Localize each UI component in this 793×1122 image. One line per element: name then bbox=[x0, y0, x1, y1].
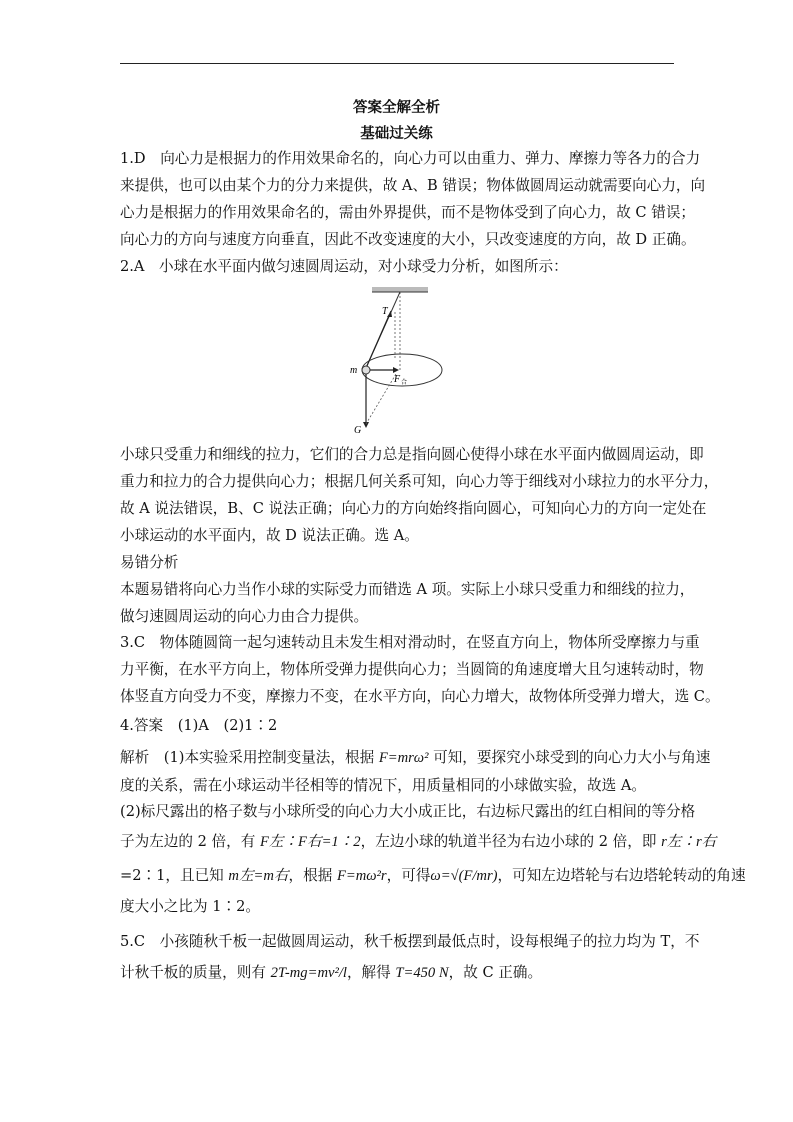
ceiling-hatch bbox=[372, 287, 428, 292]
q4-b-text: 子为左边的 2 倍，有 bbox=[120, 833, 260, 850]
q4-a-text-2: 可知，要探究小球受到的向心力大小与角速 bbox=[428, 749, 711, 766]
resultant-arrowhead bbox=[393, 367, 399, 373]
tension-arrow bbox=[366, 311, 391, 368]
q4-a-text: 解析 (1)本实验采用控制变量法，根据 bbox=[120, 749, 379, 766]
tension-result: T=450 N bbox=[395, 965, 449, 981]
q4-b-text-2: ，左边小球的轨道半径为右边小球的 2 倍，即 bbox=[360, 833, 662, 850]
q2-line-5: 小球运动的水平面内，故 D 说法正确。选 A。 bbox=[120, 527, 419, 544]
q1-line-4: 向心力的方向与速度方向垂直，因此不改变速度的大小，只改变速度的方向，故 D 正确。 bbox=[120, 231, 696, 248]
parallelogram-dashed bbox=[366, 374, 396, 424]
label-F-sub: 合 bbox=[401, 379, 408, 386]
ball bbox=[362, 366, 370, 374]
gravity-arrowhead bbox=[363, 422, 369, 428]
mass-equality: m左=m右 bbox=[228, 868, 289, 884]
swing-equation: 2T-mg=mv²/l bbox=[270, 965, 347, 981]
force-diagram bbox=[340, 284, 460, 434]
formula-f-mrw2: F=mrω² bbox=[378, 750, 429, 766]
q4-b-line-4: 度大小之比为 1∶2。 bbox=[120, 898, 260, 915]
q2-intro: 2.A 小球在水平面内做匀速圆周运动，对小球受力分析，如图所示： bbox=[120, 258, 568, 275]
radius-ratio: r左∶r右 bbox=[661, 834, 717, 850]
q4-b-line-2 bbox=[120, 825, 717, 859]
q3-line-1: 3.C 物体随圆筒一起匀速转动且未发生相对滑动时，在竖直方向上，物体所受摩擦力与重 bbox=[120, 634, 700, 651]
q5-text-2: ，解得 bbox=[346, 964, 396, 981]
q3-line-3: 体竖直方向受力不变，摩擦力不变，在水平方向，向心力增大，故物体所受弹力增大，选 C。 bbox=[120, 688, 720, 705]
q4-part2 bbox=[120, 798, 746, 920]
header-rule bbox=[120, 63, 674, 64]
q2-explanation bbox=[120, 441, 719, 630]
q4-b-line-3 bbox=[120, 859, 746, 893]
section-title: 基础过关练 bbox=[360, 126, 433, 142]
q4-a-line-2: 度的关系，需在小球运动半径相等的情况下，用质量相同的小球做实验，故选 A。 bbox=[120, 777, 646, 794]
q4-answer: 4.答案 (1)A (2)1∶2 bbox=[120, 717, 278, 734]
error-line-1: 本题易错将向心力当作小球的实际受力而错选 A 项。实际上小球只受重力和细线的拉力， bbox=[120, 581, 695, 598]
omega-formula: ω=√(F/mr) bbox=[430, 868, 498, 884]
q2-line-3: 重力和拉力的合力提供向心力；根据几何关系可知，向心力等于细线对小球拉力的水平分力， bbox=[120, 473, 719, 490]
q4-b-text-5: ，可得 bbox=[386, 867, 431, 884]
q4-b-line-1: (2)标尺露出的格子数与小球所受的向心力大小成正比，右边标尺露出的红白相间的等分格 bbox=[120, 803, 696, 820]
q4-part1 bbox=[120, 744, 711, 799]
label-m: m bbox=[350, 365, 358, 376]
q2-line-4: 故 A 说法错误，B、C 说法正确；向心力的方向始终指向圆心，可知向心力的方向一定处在 bbox=[120, 500, 707, 517]
q1-line-1: 1.D 向心力是根据力的作用效果命名的，向心力可以由重力、弹力、摩擦力等各力的合力 bbox=[120, 150, 701, 167]
q5-text-3: ，故 C 正确。 bbox=[448, 964, 543, 981]
formula-f-mw2r: F=mω²r bbox=[336, 868, 387, 884]
q5-paragraph bbox=[120, 928, 700, 991]
q1-line-2: 来提供，也可以由某个力的分力来提供，故 A、B 错误；物体做圆周运动就需要向心力，向 bbox=[120, 177, 706, 194]
label-T: T bbox=[382, 306, 388, 317]
q4-a-line-1 bbox=[120, 744, 711, 772]
label-F: F bbox=[394, 374, 401, 385]
q2-line-2: 小球只受重力和细线的拉力，它们的合力总是指向圆心使得小球在水平面内做圆周运动，即 bbox=[120, 446, 704, 463]
q4-b-text-3: =2∶1，且已知 bbox=[120, 867, 229, 884]
error-analysis-title: 易错分析 bbox=[120, 554, 179, 571]
q4-b-text-4: ，根据 bbox=[288, 867, 337, 884]
q4-b-text-6: ，可知左边塔轮与右边塔轮转动的角速 bbox=[497, 867, 746, 884]
q1-paragraph bbox=[120, 145, 706, 253]
error-line-2: 做匀速圆周运动的向心力由合力提供。 bbox=[120, 608, 369, 625]
label-G: G bbox=[354, 425, 362, 434]
force-ratio: F左∶F右=1∶2 bbox=[259, 834, 361, 850]
q1-line-3: 心力是根据力的作用效果命名的，需由外界提供，而不是物体受到了向心力，故 C 错误； bbox=[120, 204, 696, 221]
q3-paragraph bbox=[120, 629, 720, 710]
q3-line-2: 力平衡，在水平方向上，物体所受弹力提供向心力；当圆筒的角速度增大且匀速转动时，物 bbox=[120, 661, 704, 678]
q5-text: 计秋千板的质量，则有 bbox=[120, 964, 271, 981]
page-title: 答案全解全析 bbox=[353, 100, 440, 116]
q5-line-1: 5.C 小孩随秋千板一起做圆周运动，秋千板摆到最低点时，设每根绳子的拉力均为 T，不 bbox=[120, 933, 700, 950]
q5-line-2 bbox=[120, 955, 676, 991]
